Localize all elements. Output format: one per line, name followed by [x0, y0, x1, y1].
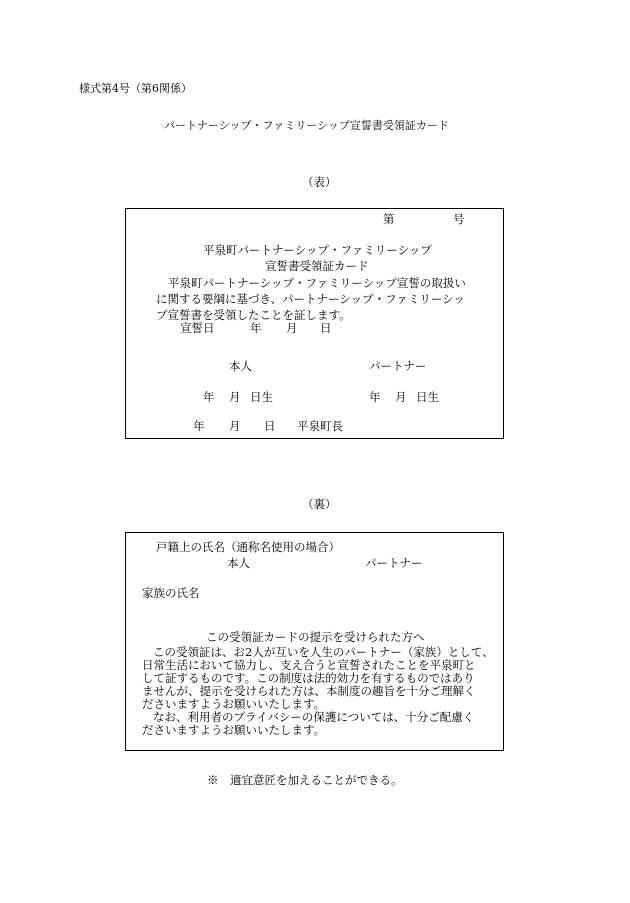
back-card	[125, 532, 504, 751]
form-number: 様式第4号（第6関係）	[79, 82, 192, 95]
oath-year: 年	[250, 321, 262, 335]
card-heading-line1: 平泉町パートナーシップ・ファミリーシップ	[203, 243, 432, 257]
notice-line2: 日常生活において協力し、支え合うと宣誓されたことを平泉町と	[142, 658, 476, 672]
footnote: ※ 適宜意匠を加えることができる。	[207, 773, 403, 787]
partner-birth-month: 月	[395, 390, 407, 404]
notice-line4: ませんが、提示を受けられた方は、本制度の趣旨を十分ご理解く	[142, 684, 476, 698]
person-birth-day: 日生	[250, 390, 273, 404]
notice-line6: なお、利用者のプライバシーの保護については、十分ご配慮く	[153, 710, 475, 724]
notice-line5: ださいますようお願いいたします。	[142, 697, 326, 711]
back-label: （裏）	[302, 497, 337, 511]
person-birth-year: 年	[203, 390, 215, 404]
document-title: パートナーシップ・ファミリーシップ宣誓書受領証カード	[164, 119, 449, 132]
partner-birth-year: 年	[369, 390, 381, 404]
notice-line3: して証するものです。この制度は法的効力を有するものではあり	[142, 671, 475, 685]
card-body-line3: プ宣誓書を受領したことを証します。	[156, 308, 351, 322]
notice-line7: ださいますようお願いいたします。	[142, 723, 326, 737]
number-go: 号	[453, 212, 465, 226]
notice-heading: この受領証カードの提示を受けられた方へ	[206, 630, 425, 644]
issue-month: 月	[229, 419, 241, 433]
issue-year: 年	[193, 419, 205, 433]
card-body-line2: に関する要綱に基づき、パートナーシップ・ファミリーシッ	[156, 292, 465, 306]
partner-birth-day: 日生	[416, 390, 439, 404]
registry-name-label: 戸籍上の氏名（通称名使用の場合）	[156, 540, 340, 554]
family-name-label: 家族の氏名	[142, 586, 200, 600]
issuer-name: 平泉町長	[297, 419, 343, 433]
issue-day: 日	[264, 419, 276, 433]
number-dai: 第	[383, 212, 395, 226]
partner-label: パートナー	[369, 359, 427, 373]
notice-line1: この受領証は、お2人が互いを人生のパートナー（家族）として、	[153, 645, 494, 659]
oath-day: 日	[320, 321, 332, 335]
oath-month: 月	[286, 321, 298, 335]
front-card	[125, 208, 504, 439]
card-body-line1: 平泉町パートナーシップ・ファミリーシップ宣誓の取扱い	[168, 276, 466, 290]
person-label: 本人	[229, 359, 252, 373]
oath-date-label: 宣誓日	[180, 321, 215, 335]
person-birth-month: 月	[229, 390, 241, 404]
card-heading-line2: 宣誓書受領証カード	[265, 259, 369, 273]
back-person-label: 本人	[227, 556, 250, 570]
front-label: （表）	[302, 175, 337, 189]
back-partner-label: パートナー	[365, 556, 423, 570]
